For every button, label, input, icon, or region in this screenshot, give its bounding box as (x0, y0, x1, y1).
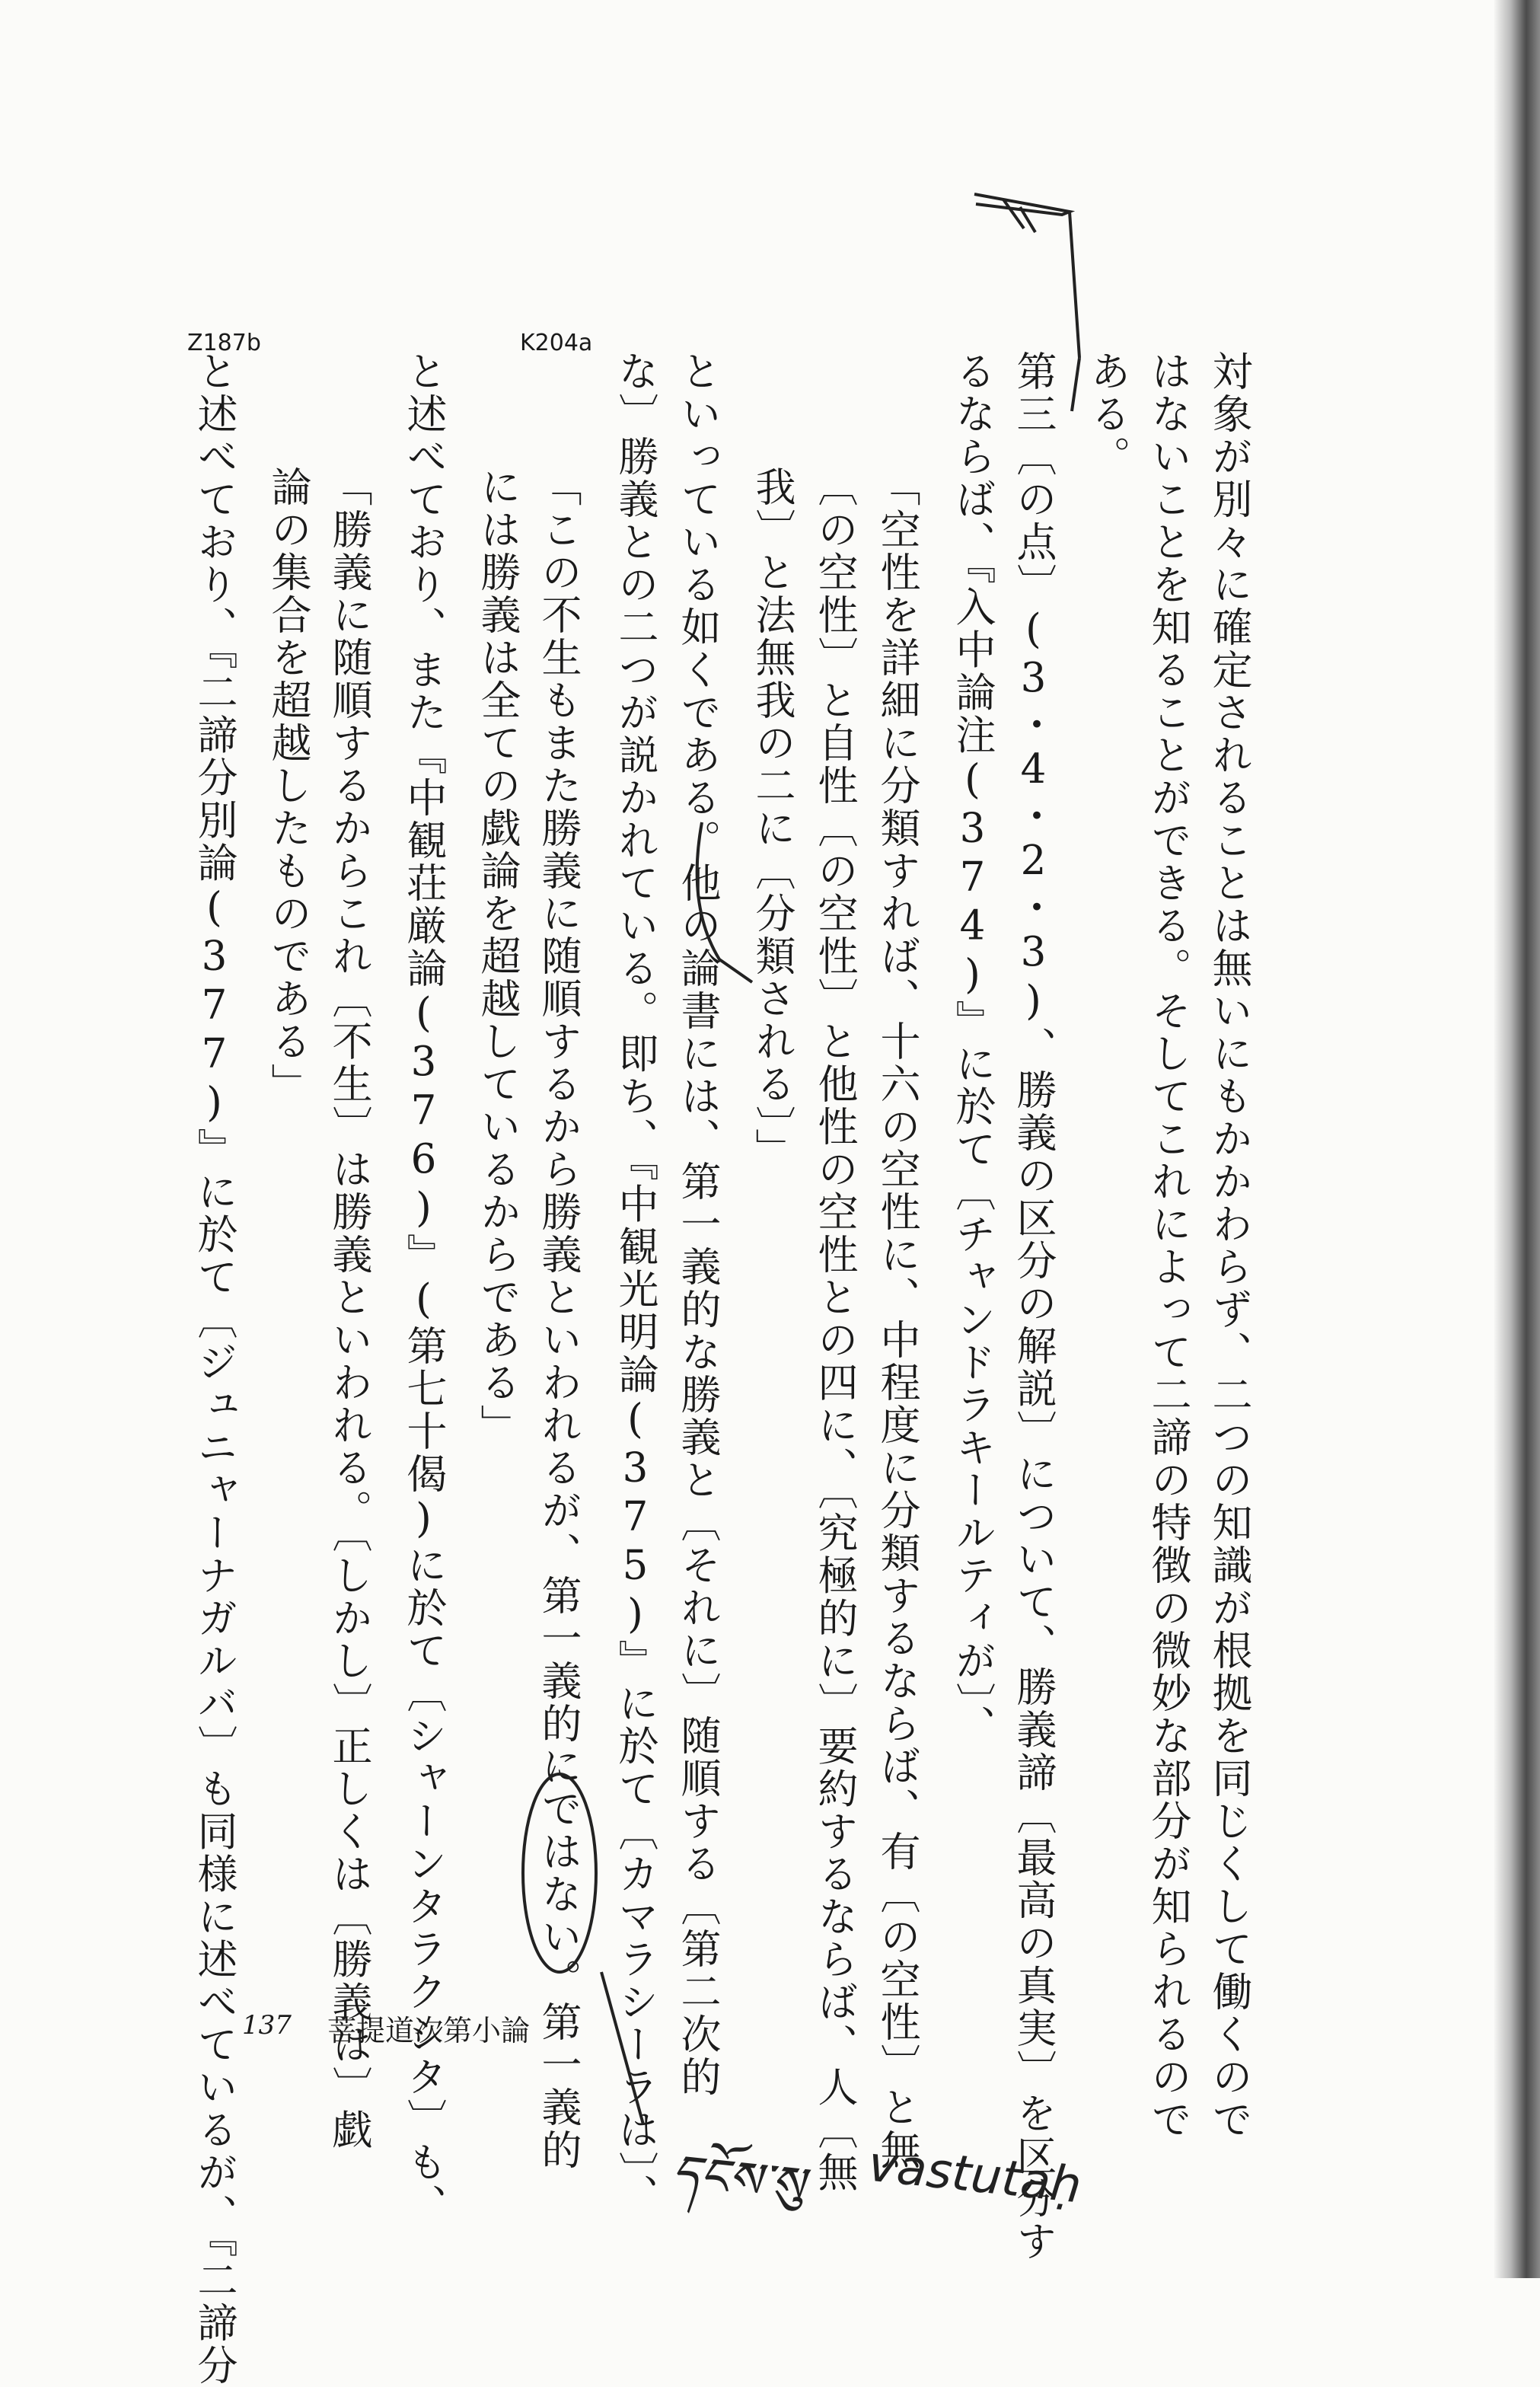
pen-circle-mark (523, 1774, 596, 1972)
text-line-3: ある。 (1084, 350, 1130, 478)
text-line-10: な〕勝義との二つが説かれている。即ち、『中観光明論(375)』に於て〔カマラシーラは〕、 (612, 350, 658, 2216)
handwritten-tibetan-note: དངོས་སུ (668, 2144, 807, 2214)
pen-flag-mark (974, 194, 1079, 411)
text-line-9: といっている如くである。他の論書には、第一義的な勝義と〔それに〕随順する〔第二次的 (674, 350, 721, 2098)
text-line-12: には勝義は全ての戯論を超越しているからである」 (474, 466, 521, 1447)
text-line-8: 我〕と法無我の二に〔分類される〕」 (749, 466, 796, 1171)
pen-insert-stroke (697, 822, 752, 982)
text-line-5: るならば、『入中論注(374)』に於て〔チャンドラキールティが〕、 (949, 350, 996, 1747)
text-line-2: はないことを知ることができる。そしてこれによって二諦の特徴の微妙な部分が知られるので (1145, 350, 1191, 2141)
text-line-11: 「この不生もまた勝義に随順するから勝義といわれるが、第一義的にではない。第一義的 (535, 466, 582, 2172)
text-line-7: 〔の空性〕と自性〔の空性〕と他性の空性との四に、〔究極的に〕要約するならば、人〔無 (811, 466, 858, 2194)
pen-line-mark (601, 1972, 643, 2124)
text-line-1: 対象が別々に確定されることは無いにもかかわらず、二つの知識が根拠を同じくして働くので (1206, 350, 1252, 2141)
text-line-16: と述べており、『二諦分別論(377)』に於て〔ジュニャーナガルバ〕も同様に述べているが、『二諦分 (191, 350, 238, 2387)
book-title: 菩提道次第小論 (327, 2014, 531, 2047)
text-line-4: 第三〔の点〕(3・4・2・3)、勝義の区分の解説〕について、勝義諦〔最高の真実〕を区分す (1010, 350, 1057, 2263)
page-number: 137 (242, 2010, 292, 2041)
handwritten-sanskrit-note: vastutaḥ (865, 2136, 1085, 2215)
text-line-14: 「勝義に随順するからこれ〔不生〕は勝義といわれる。〔しかし〕正しくは〔勝義は〕戯 (326, 466, 372, 2152)
text-line-6: 「空性を詳細に分類すれば、十六の空性に、中程度に分類するならば、有〔の空性〕と無 (874, 466, 920, 2172)
text-line-13: と述べており、また『中観荘厳論(376)』(第七十偈)に於て〔シャーンタラクシタ〕も、 (400, 350, 447, 2226)
margin-ref-z187b: Z187b (187, 330, 261, 356)
text-line-15: 論の集合を超越したものである」 (265, 466, 311, 1106)
margin-ref-k204a: K204a (520, 330, 593, 356)
